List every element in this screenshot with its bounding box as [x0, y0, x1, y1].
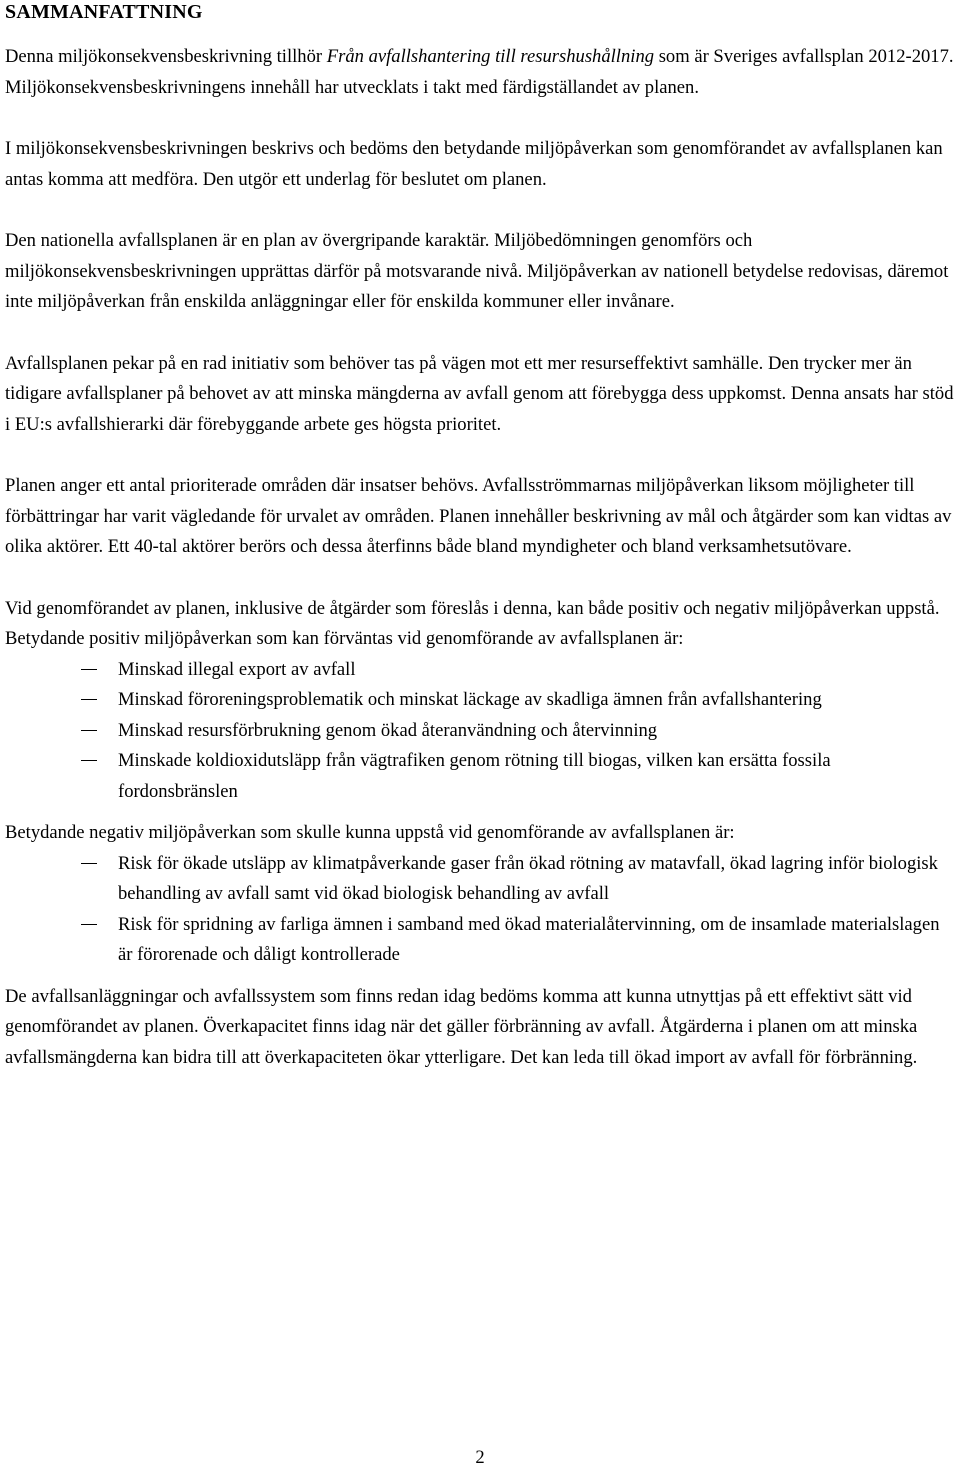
dash-bullet-icon	[81, 699, 97, 700]
plan-title-italic: Från avfallshantering till resurshushållning	[326, 46, 655, 67]
paragraph-impact-intro: Vid genomförandet av planen, inklusive de åtgärder som föreslås i denna, kan både positiv och negativ miljöpåverkan uppstå. Betydande positiv miljöpåverkan som kan förväntas vid genomförande av avfallsplanen är:	[5, 597, 940, 649]
paragraph-priority-areas: Planen anger ett antal prioriterade områden där insatser behövs. Avfallsströmmarnas miljöpåverkan liksom möjligheter till förbättringar har varit vägledande för urvalet av områden. Planen innehåller beskrivning av mål och åtgärder som kan vidtas av olika aktörer. Ett 40-tal aktörer berörs och dessa återfinns både bland myndigheter och bland verksamhetsutövare.	[5, 475, 952, 557]
page-number: 2	[475, 1447, 485, 1468]
negative-impact-intro: Betydande negativ miljöpåverkan som skulle kunna uppstå vid genomförande av avfallsplanen är:	[5, 822, 735, 843]
document-page	[5, 0, 955, 1073]
paragraph-assessment: I miljökonsekvensbeskrivningen beskrivs och bedöms den betydande miljöpåverkan som genomförandet av avfallsplanen kan antas komma att medföra. Den utgör ett underlag för beslutet om planen.	[5, 138, 943, 190]
intro-text-end: som är Sveriges avfallsplan 2012-2017. Miljökonsekvensbeskrivningens innehåll har utvecklats i takt med färdigställandet av planen.	[5, 46, 954, 98]
list-item: Minskad föroreningsproblematik och minskat läckage av skadliga ämnen från avfallshantering	[5, 685, 955, 716]
intro-paragraph	[5, 42, 955, 103]
dash-bullet-icon	[81, 863, 97, 864]
dash-bullet-icon	[81, 760, 97, 761]
list-item: Minskade koldioxidutsläpp från vägtrafiken genom rötning till biogas, vilken kan ersätta fossila fordonsbränslen	[5, 746, 955, 807]
positive-impact-list	[5, 655, 955, 808]
list-item: Minskad resursförbrukning genom ökad återanvändning och återvinning	[5, 716, 955, 747]
negative-impact-list	[5, 849, 955, 971]
intro-text-start: Denna miljökonsekvensbeskrivning tillhör	[5, 46, 327, 67]
section-heading: SAMMANFATTNING	[5, 1, 203, 23]
list-item: Risk för spridning av farliga ämnen i samband med ökad materialåtervinning, om de insamlade materialslagen är förorenade och dåligt kontrollerade	[5, 910, 955, 971]
list-item: Minskad illegal export av avfall	[5, 655, 955, 686]
paragraph-initiatives: Avfallsplanen pekar på en rad initiativ som behöver tas på vägen mot ett mer resurseffektivt samhälle. Den trycker mer än tidigare avfallsplaner på behovet av att minska mängderna av avfall genom att förebygga dess uppkomst. Denna ansats har stöd i EU:s avfallshierarki där förebyggande arbete ges högsta prioritet.	[5, 352, 954, 435]
list-item: Risk för ökade utsläpp av klimatpåverkande gaser från ökad rötning av matavfall, ökad lagring inför biologisk behandling av avfall samt vid ökad biologisk behandling av avfall	[5, 849, 955, 910]
dash-bullet-icon	[81, 924, 97, 925]
paragraph-plan-character: Den nationella avfallsplanen är en plan av övergripande karaktär. Miljöbedömningen genomförs och miljökonsekvensbeskrivningen upprättas därför på motsvarande nivå. Miljöpåverkan av nationell betydelse redovisas, däremot inte miljöpåverkan från enskilda anläggningar eller för enskilda kommuner eller invånare.	[5, 230, 949, 312]
dash-bullet-icon	[81, 730, 97, 731]
closing-paragraph: De avfallsanläggningar och avfallssystem som finns redan idag bedöms komma att kunna utnyttjas på ett effektivt sätt vid genomförandet av planen. Överkapacitet finns idag när det gäller förbränning av avfall. Åtgärderna i planen om att minska avfallsmängderna kan bidra till att överkapaciteten ökar ytterligare. Det kan leda till ökad import av avfall för förbränning.	[5, 985, 918, 1068]
dash-bullet-icon	[81, 669, 97, 670]
